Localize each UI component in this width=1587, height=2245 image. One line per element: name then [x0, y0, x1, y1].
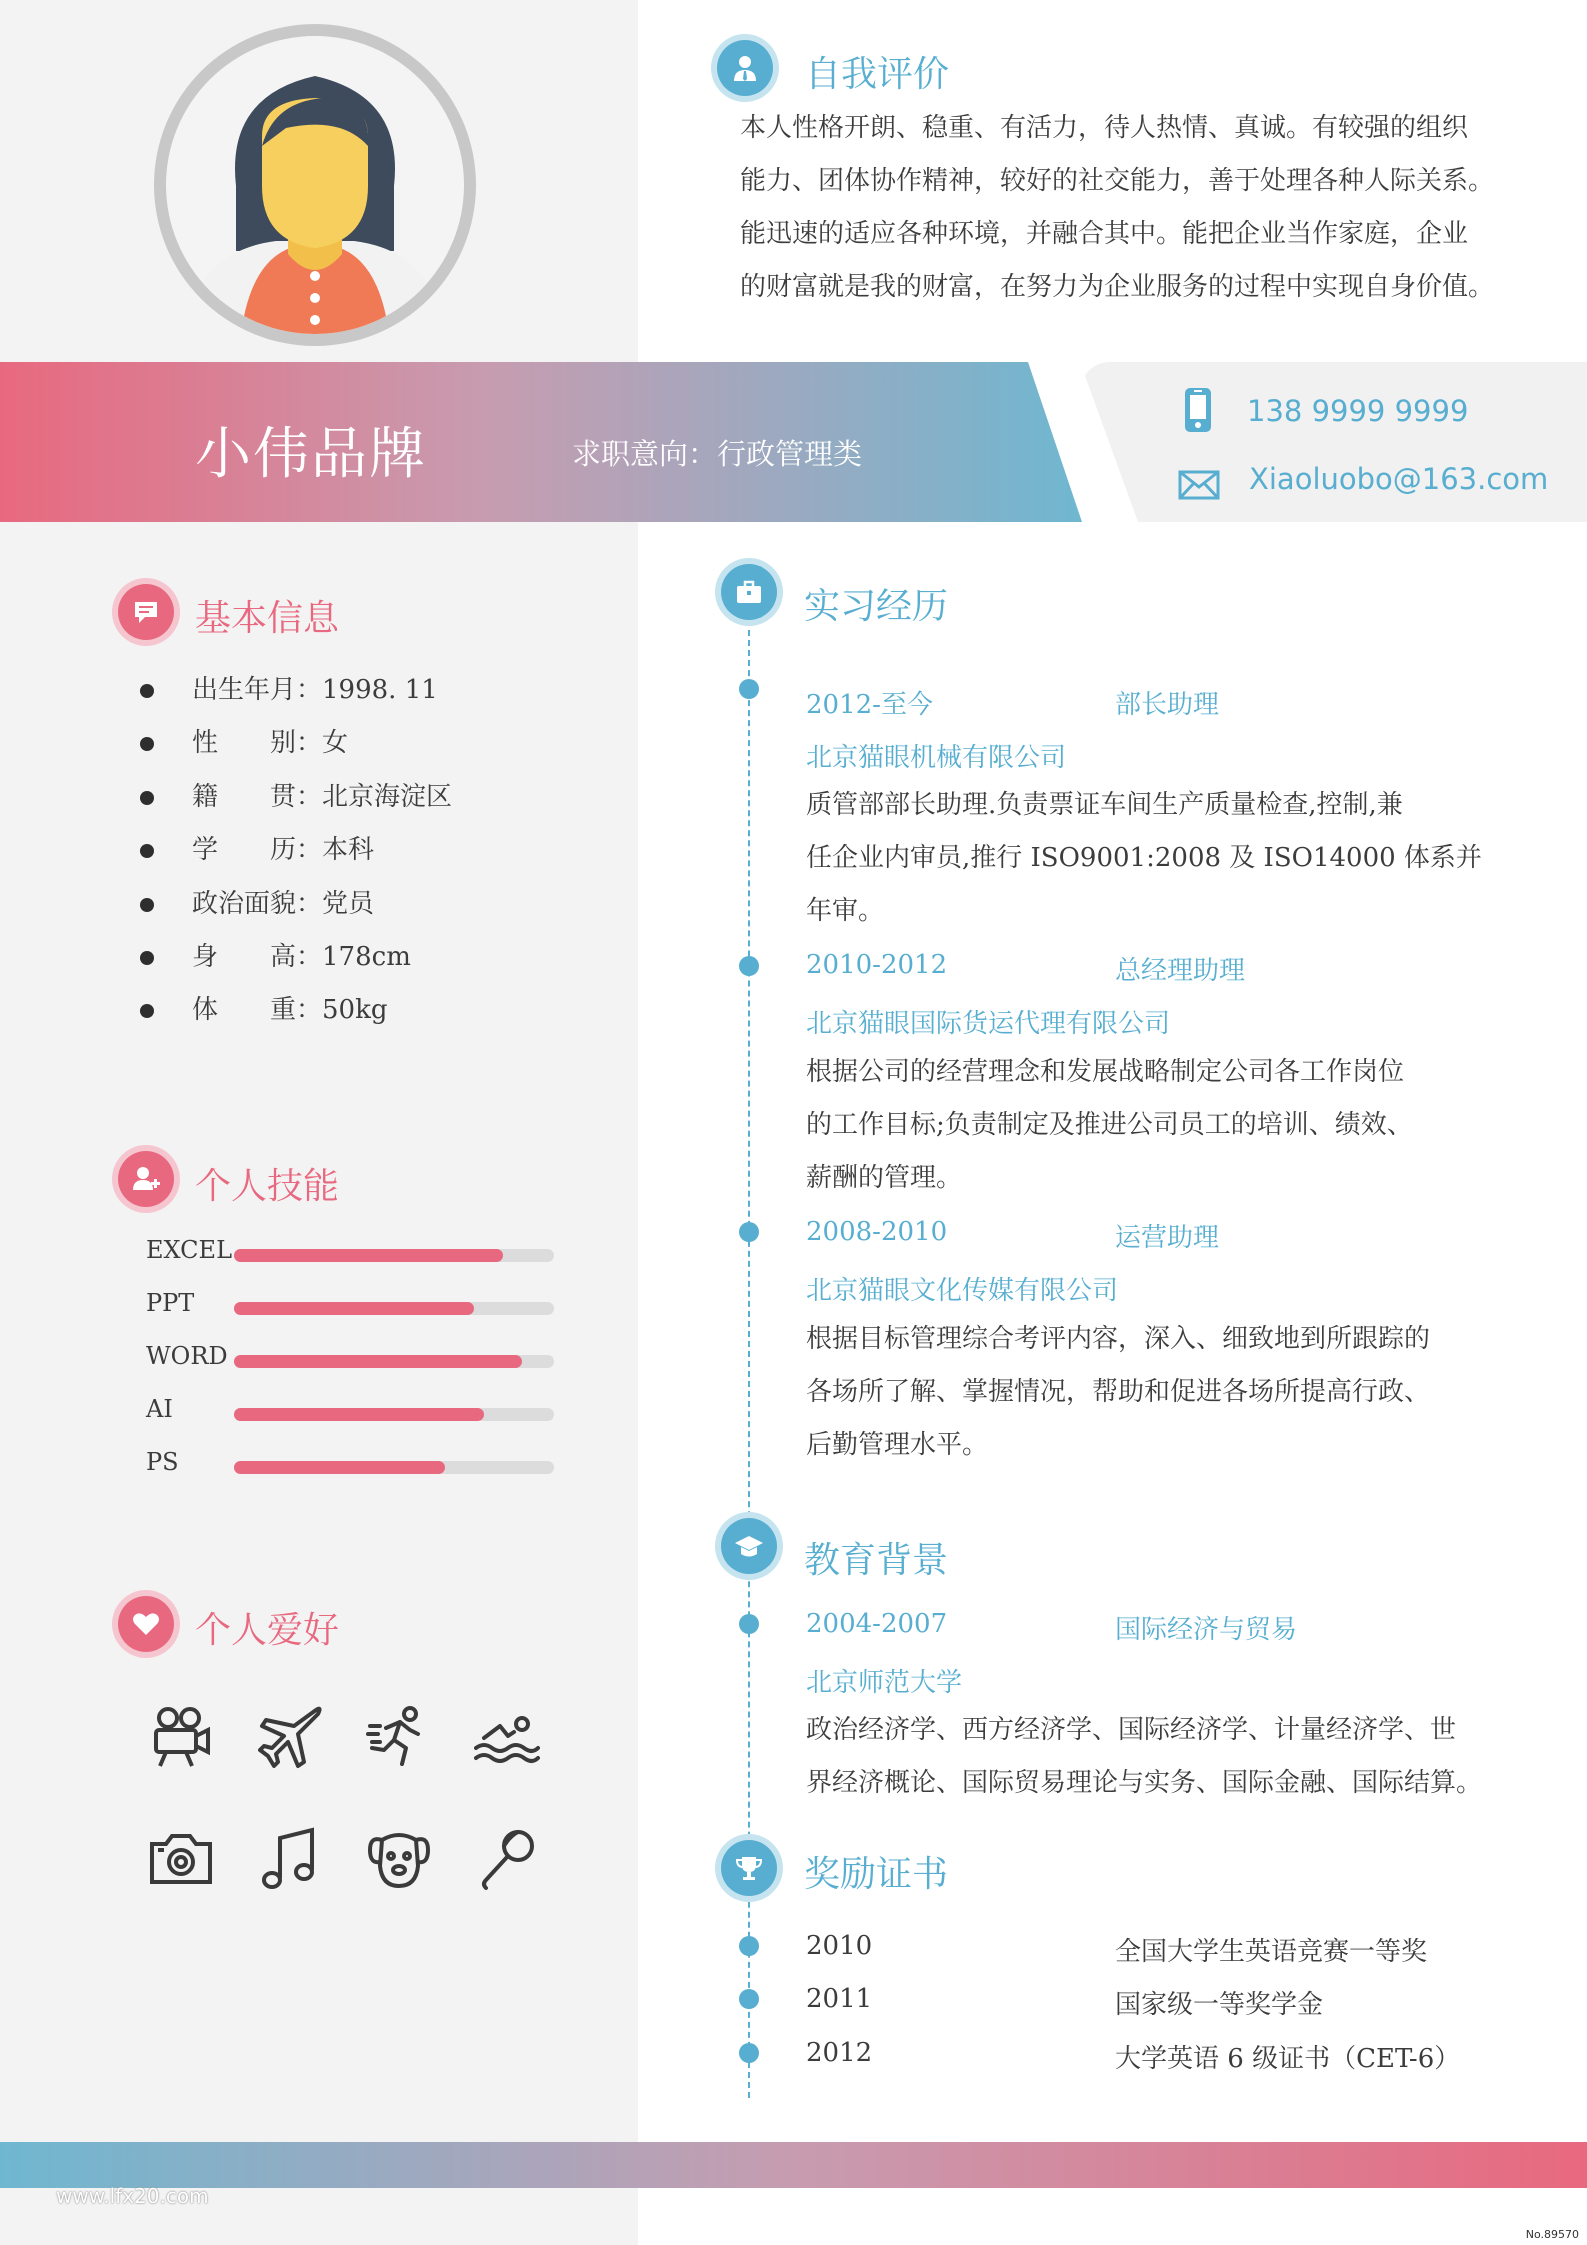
info-row [140, 937, 411, 977]
skill-bar [234, 1355, 554, 1368]
internship-role: 运营助理 [1115, 1223, 1220, 1253]
microphone-icon [474, 1826, 540, 1892]
info-text: 性 别：女 [192, 728, 349, 758]
candidate-name: 小伟品牌 [195, 422, 427, 487]
education-section-icon [721, 1518, 777, 1574]
desc-line: 根据目标管理综合考评内容，深入、细致地到所跟踪的 [806, 1324, 1431, 1354]
person-icon [730, 53, 760, 83]
movie-camera-icon [148, 1704, 214, 1770]
internship-period: 2012-至今 [806, 690, 933, 720]
email-icon [1178, 470, 1220, 500]
self-eval-title: 自我评价 [805, 54, 950, 95]
skill-label: WORD [146, 1342, 228, 1370]
hobbies-section-icon [118, 1596, 174, 1652]
timeline-dot [739, 1614, 759, 1634]
info-row [140, 884, 374, 924]
bullet-icon [140, 844, 154, 858]
internship-role: 总经理助理 [1115, 956, 1246, 986]
internship-title: 实习经历 [804, 586, 949, 627]
skill-bar-fill [234, 1355, 522, 1368]
education-desc [806, 1704, 1566, 1810]
skill-label: AI [146, 1395, 173, 1423]
award-name: 大学英语 6 级证书（CET-6） [1115, 2044, 1461, 2074]
award-name: 全国大学生英语竞赛一等奖 [1115, 1937, 1428, 1967]
basic-info-title: 基本信息 [195, 598, 340, 639]
bullet-icon [140, 1004, 154, 1018]
info-text: 身 高：178cm [192, 942, 411, 972]
graduation-cap-icon [734, 1531, 764, 1561]
awards-section-icon [721, 1840, 777, 1896]
avatar [154, 24, 476, 346]
education-major: 国际经济与贸易 [1115, 1615, 1298, 1645]
education-school: 北京师范大学 [806, 1668, 963, 1698]
education-period: 2004-2007 [806, 1609, 948, 1639]
internship-period: 2010-2012 [806, 950, 948, 980]
dog-icon [366, 1826, 432, 1892]
self-eval-line: 能力、团体协作精神，较好的社交能力，善于处理各种人际关系。 [740, 166, 1495, 196]
watermark: www.lfx20.com [56, 2184, 209, 2208]
info-text: 籍 贯：北京海淀区 [192, 782, 453, 812]
phone-icon [1183, 386, 1213, 434]
skill-label: EXCEL [146, 1236, 233, 1264]
trophy-icon [734, 1853, 764, 1883]
bullet-icon [140, 791, 154, 805]
internship-desc [806, 779, 1506, 938]
skill-bar-fill [234, 1249, 503, 1262]
info-text: 学 历：本科 [192, 835, 375, 865]
skill-bar [234, 1302, 554, 1315]
desc-line: 政治经济学、西方经济学、国际经济学、计量经济学、世 [806, 1715, 1457, 1745]
self-eval-text [740, 102, 1560, 314]
skill-bar-fill [234, 1302, 474, 1315]
skills-section-icon [118, 1151, 174, 1207]
desc-line: 界经济概论、国际贸易理论与实务、国际金融、国际结算。 [806, 1768, 1483, 1798]
add-user-icon [131, 1164, 161, 1194]
self-eval-line: 能迅速的适应各种环境，并融合其中。能把企业当作家庭，企业 [740, 219, 1469, 249]
internship-desc [806, 1313, 1506, 1472]
timeline-dot [739, 679, 759, 699]
internship-company: 北京猫眼国际货运代理有限公司 [806, 1009, 1171, 1039]
info-row [140, 990, 387, 1030]
desc-line: 的工作目标;负责制定及推进公司员工的培训、绩效、 [806, 1110, 1413, 1140]
skill-bar-fill [234, 1408, 484, 1421]
self-eval-line: 本人性格开朗、稳重、有活力，待人热情、真诚。有较强的组织 [740, 113, 1469, 143]
job-intent: 求职意向：行政管理类 [572, 437, 863, 471]
timeline-dot [739, 1989, 759, 2009]
info-row [140, 723, 348, 763]
timeline-dot [739, 1936, 759, 1956]
name-banner [0, 362, 1082, 522]
awards-title: 奖励证书 [804, 1854, 949, 1895]
bullet-icon [140, 951, 154, 965]
camera-icon [148, 1826, 214, 1892]
desc-line: 任企业内审员,推行 ISO9001:2008 及 ISO14000 体系并 [806, 843, 1482, 873]
internship-section-icon [721, 564, 777, 620]
running-icon [366, 1704, 432, 1770]
education-title: 教育背景 [804, 1540, 949, 1581]
bullet-icon [140, 684, 154, 698]
skills-title: 个人技能 [195, 1166, 340, 1207]
briefcase-icon [734, 577, 764, 607]
skill-bar [234, 1249, 554, 1262]
bullet-icon [140, 737, 154, 751]
skill-bar [234, 1461, 554, 1474]
heart-icon [131, 1609, 161, 1639]
internship-desc [806, 1046, 1506, 1205]
timeline-dot [739, 956, 759, 976]
skill-bar [234, 1408, 554, 1421]
desc-line: 后勤管理水平。 [806, 1430, 989, 1460]
award-year: 2012 [806, 2038, 873, 2068]
award-name: 国家级一等奖学金 [1115, 1990, 1324, 2020]
phone-number[interactable]: 138 9999 9999 [1247, 394, 1469, 428]
desc-line: 根据公司的经营理念和发展战略制定公司各工作岗位 [806, 1057, 1405, 1087]
swimming-icon [474, 1704, 540, 1770]
info-row [140, 777, 452, 817]
airplane-icon [258, 1704, 324, 1770]
avatar-illustration [166, 36, 464, 334]
self-eval-section-icon [717, 40, 773, 96]
info-text: 出生年月：1998. 11 [192, 675, 438, 705]
internship-company: 北京猫眼文化传媒有限公司 [806, 1276, 1119, 1306]
desc-line: 各场所了解、掌握情况，帮助和促进各场所提高行政、 [806, 1377, 1431, 1407]
contact-box [1080, 362, 1587, 522]
info-row [140, 830, 374, 870]
self-eval-line: 的财富就是我的财富，在努力为企业服务的过程中实现自身价值。 [740, 272, 1495, 302]
internship-role: 部长助理 [1115, 690, 1220, 720]
info-text: 体 重：50kg [192, 995, 388, 1025]
skill-label: PS [146, 1448, 179, 1476]
award-year: 2010 [806, 1931, 873, 1961]
timeline-dot [739, 1222, 759, 1242]
timeline-dot [739, 2043, 759, 2063]
female-avatar-icon [166, 36, 464, 334]
hobbies-title: 个人爱好 [195, 1610, 340, 1651]
footer-gradient-bar [0, 2142, 1587, 2188]
music-note-icon [258, 1826, 324, 1892]
email-address[interactable]: Xiaoluobo@163.com [1249, 462, 1549, 496]
chat-bubble-icon [131, 597, 161, 627]
desc-line: 年审。 [806, 896, 885, 926]
desc-line: 薪酬的管理。 [806, 1163, 963, 1193]
desc-line: 质管部部长助理.负责票证车间生产质量检查,控制,兼 [806, 790, 1403, 820]
info-row [140, 670, 438, 710]
info-text: 政治面貌：党员 [192, 889, 375, 919]
internship-period: 2008-2010 [806, 1217, 948, 1247]
document-number: No.89570 [1525, 2228, 1579, 2241]
bullet-icon [140, 898, 154, 912]
skill-bar-fill [234, 1461, 445, 1474]
skill-label: PPT [146, 1289, 195, 1317]
basic-info-section-icon [118, 584, 174, 640]
award-year: 2011 [806, 1984, 873, 2014]
internship-company: 北京猫眼机械有限公司 [806, 743, 1067, 773]
